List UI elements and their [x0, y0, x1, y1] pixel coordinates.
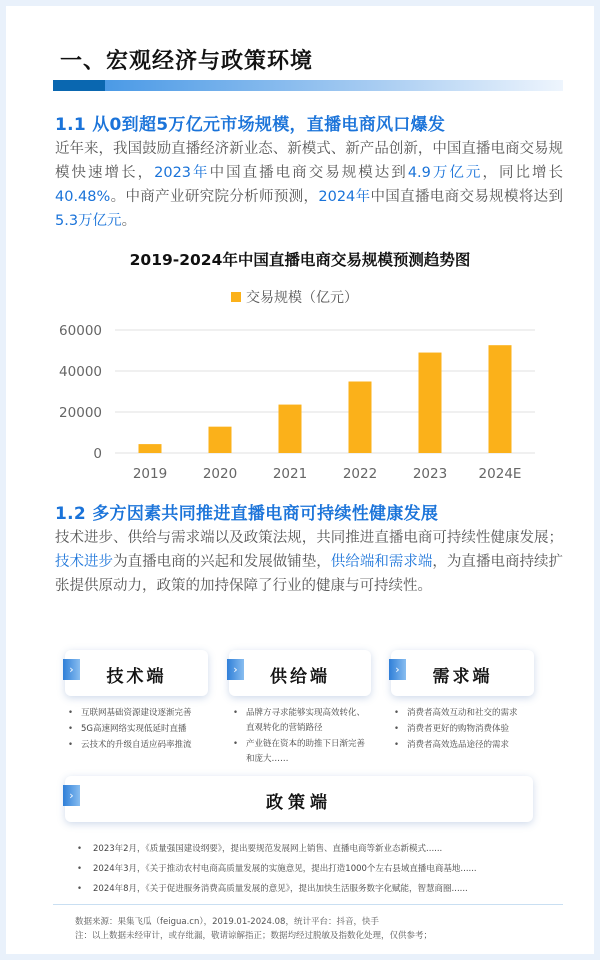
list-item: • 5G高速网络实现低延时直播 — [68, 722, 216, 737]
y-tick-label: 40000 — [59, 364, 102, 380]
x-tick-label: 2024E — [478, 466, 522, 482]
legend-label: 交易规模（亿元） — [246, 290, 358, 306]
bar-2022 — [349, 381, 372, 453]
y-tick-label: 60000 — [59, 323, 102, 339]
y-tick-label: 0 — [93, 446, 102, 462]
list-item: • 2024年3月，《关于推动农村电商高质量发展的实施意见，提出打造1000个左右县域直播电商基地...... — [77, 860, 547, 879]
demand-bullet-list — [394, 706, 544, 754]
body-text: 近年来，我国鼓励直播经济新业态、新模式、新产品创新，中国直播电商交易规模快速增长， — [55, 141, 563, 181]
highlight-text: 技术进步 — [55, 554, 114, 570]
x-tick-label: 2019 — [132, 466, 168, 482]
bar-2019 — [139, 444, 162, 453]
title-bar-accent — [53, 80, 105, 91]
list-item: • 品牌方寻求能够实现高效转化、直观转化的营销路径 — [233, 706, 368, 736]
body-text: ，同比增长 — [482, 165, 564, 181]
supply-bullet-list — [233, 706, 368, 768]
card-demand — [391, 650, 534, 696]
list-item: • 云技术的升级自适应码率推流 — [68, 738, 216, 753]
card-demand-label: 需求端 — [432, 667, 493, 687]
footer-note: 注：以上数据未经审计，或存纰漏，敬请谅解指正；数据均经过脱敏及指数化处理，仅供参考； — [75, 931, 433, 941]
footer-source: 数据来源：果集飞瓜（feigua.cn），2019.01-2024.08，统计平台：抖音，快手 — [75, 917, 379, 927]
list-item: • 2023年2月，《质量强国建设纲要》，提出要规范发展网上销售、直播电商等新业态新模式...... — [77, 840, 547, 859]
chart-title: 2019-2024年中国直播电商交易规模预测趋势图 — [129, 251, 471, 269]
card-policy — [65, 776, 533, 822]
body-text: 中国直播电商交易规模达到 — [209, 165, 408, 181]
bar-chart — [0, 280, 600, 490]
list-item: • 2024年8月，《关于促进服务消费高质量发展的意见》，提出加快生活服务数字化赋能，智慧商圈...... — [77, 880, 547, 899]
paragraph-drivers — [55, 526, 563, 598]
paragraph-market-scale — [55, 137, 563, 233]
bar-2023 — [419, 353, 442, 453]
card-supply — [229, 650, 371, 696]
highlight-text: 40.48% — [55, 189, 111, 205]
policy-bullet-list — [77, 840, 547, 900]
card-tech-label: 技术端 — [106, 667, 167, 687]
arrow-icon: › — [389, 659, 406, 680]
body-text: 中国直播电商交易规模将达到 — [370, 189, 564, 205]
body-text: 为直播电商的兴起和发展做铺垫， — [113, 554, 331, 570]
card-supply-label: 供给端 — [270, 667, 330, 687]
highlight-text: 2024年 — [318, 189, 371, 205]
list-item: • 消费者更好的购物消费体验 — [394, 722, 544, 737]
body-text: ，为直播电商持续扩张提供原动力，政策的加持保障了行业的健康与可持续性。 — [55, 554, 564, 594]
section-title: 一、宏观经济与政策环境 — [60, 49, 314, 74]
body-text: 。中商产业研究院分析师预测， — [110, 189, 319, 205]
highlight-text: 2023年 — [154, 165, 210, 181]
bar-2020 — [209, 427, 232, 453]
body-text: 。 — [121, 213, 137, 229]
x-tick-label: 2021 — [272, 466, 308, 482]
card-tech — [65, 650, 208, 696]
y-tick-label: 20000 — [59, 405, 102, 421]
bar-2021 — [279, 405, 302, 453]
tech-bullet-list — [68, 706, 216, 754]
title-bar-gradient — [105, 80, 563, 91]
card-policy-label: 政策端 — [266, 793, 332, 813]
arrow-icon: › — [63, 785, 80, 806]
footer-divider — [53, 904, 563, 905]
x-tick-label: 2020 — [202, 466, 238, 482]
subsection-title-1: 1.1 从0到超5万亿元市场规模，直播电商风口爆发 — [55, 115, 446, 135]
highlight-text: 供给端和需求端 — [330, 554, 433, 570]
list-item: • 产业链在资本的助推下日渐完善和庞大…… — [233, 737, 368, 767]
title-underline-bar — [53, 80, 563, 91]
list-item: • 消费者高效选品途径的需求 — [394, 738, 544, 753]
arrow-icon: › — [63, 659, 80, 680]
list-item: • 消费者高效互动和社交的需求 — [394, 706, 544, 721]
highlight-text: 4.9万亿元 — [407, 165, 483, 181]
x-tick-label: 2022 — [342, 466, 378, 482]
subsection-title-2: 1.2 多方因素共同推进直播电商可持续性健康发展 — [55, 504, 439, 524]
highlight-text: 5.3万亿元 — [55, 213, 122, 229]
bar-2024E — [489, 345, 512, 453]
list-item: • 互联网基础资源建设逐渐完善 — [68, 706, 216, 721]
arrow-icon: › — [227, 659, 244, 680]
x-tick-label: 2023 — [412, 466, 448, 482]
body-text: 技术进步、供给与需求端以及政策法规，共同推进直播电商可持续性健康发展； — [55, 530, 563, 546]
legend-swatch — [231, 292, 241, 302]
